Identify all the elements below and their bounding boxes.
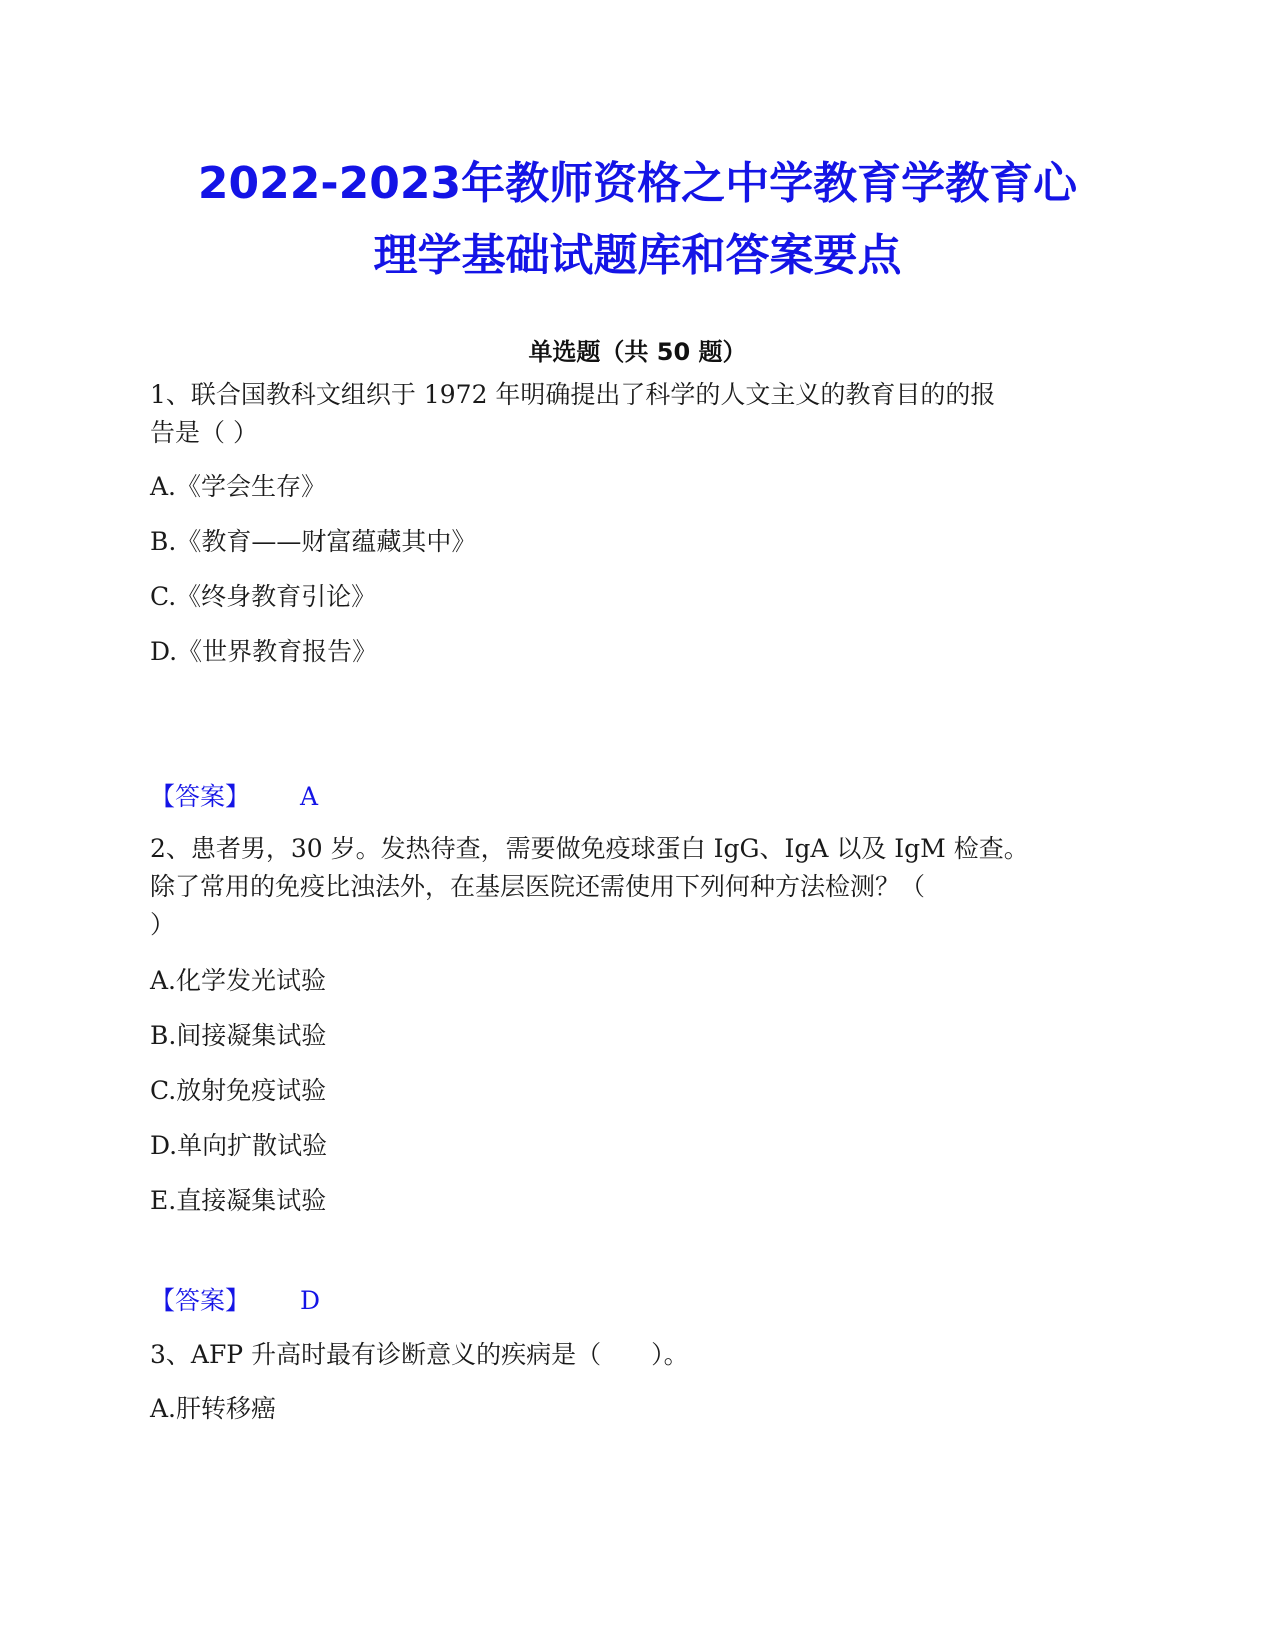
- answer-label: 【答案】: [150, 1286, 251, 1315]
- section-heading: 单选题（共 50 题）: [528, 338, 747, 366]
- question-1-option-d: D.《世界教育报告》: [150, 637, 378, 666]
- question-1-stem: [150, 376, 1110, 452]
- question-1-option-b: B.《教育——财富蕴藏其中》: [150, 527, 477, 556]
- answer-value: D: [300, 1286, 321, 1315]
- question-1-line-1: 1、联合国教科文组织于 1972 年明确提出了科学的人文主义的教育目的的报: [150, 380, 996, 409]
- question-3-option-a: A.肝转移癌: [150, 1394, 277, 1423]
- question-2-option-a: A.化学发光试验: [150, 966, 327, 995]
- question-2-option-c: C.放射免疫试验: [150, 1076, 327, 1105]
- answer-value: A: [300, 782, 319, 811]
- question-2-line-2: 除了常用的免疫比浊法外，在基层医院还需使用下列何种方法检测？（: [150, 872, 926, 901]
- question-2-option-e: E.直接凝集试验: [150, 1186, 327, 1215]
- answer-label: 【答案】: [150, 782, 251, 811]
- question-1-answer: [150, 778, 318, 816]
- title-line-1: 2022-2023年教师资格之中学教育学教育心: [197, 158, 1078, 209]
- document-title: [100, 148, 1175, 292]
- question-2-line-1: 2、患者男，30 岁。发热待查，需要做免疫球蛋白 IgG、IgA 以及 IgM 检查。: [150, 834, 1029, 863]
- question-1-line-2: 告是（ ）: [150, 418, 258, 447]
- question-2-stem: [150, 830, 1110, 944]
- question-2-line-3: ）: [150, 910, 176, 939]
- title-line-2: 理学基础试题库和答案要点: [373, 230, 902, 281]
- question-2-answer: [150, 1282, 320, 1320]
- question-2-option-d: D.单向扩散试验: [150, 1131, 328, 1160]
- question-3-line-1: 3、AFP 升高时最有诊断意义的疾病是（ ）。: [150, 1340, 689, 1369]
- question-1-option-a: A.《学会生存》: [150, 472, 327, 501]
- question-1-option-c: C.《终身教育引论》: [150, 582, 377, 611]
- question-3-stem: [150, 1336, 1110, 1374]
- question-2-option-b: B.间接凝集试验: [150, 1021, 327, 1050]
